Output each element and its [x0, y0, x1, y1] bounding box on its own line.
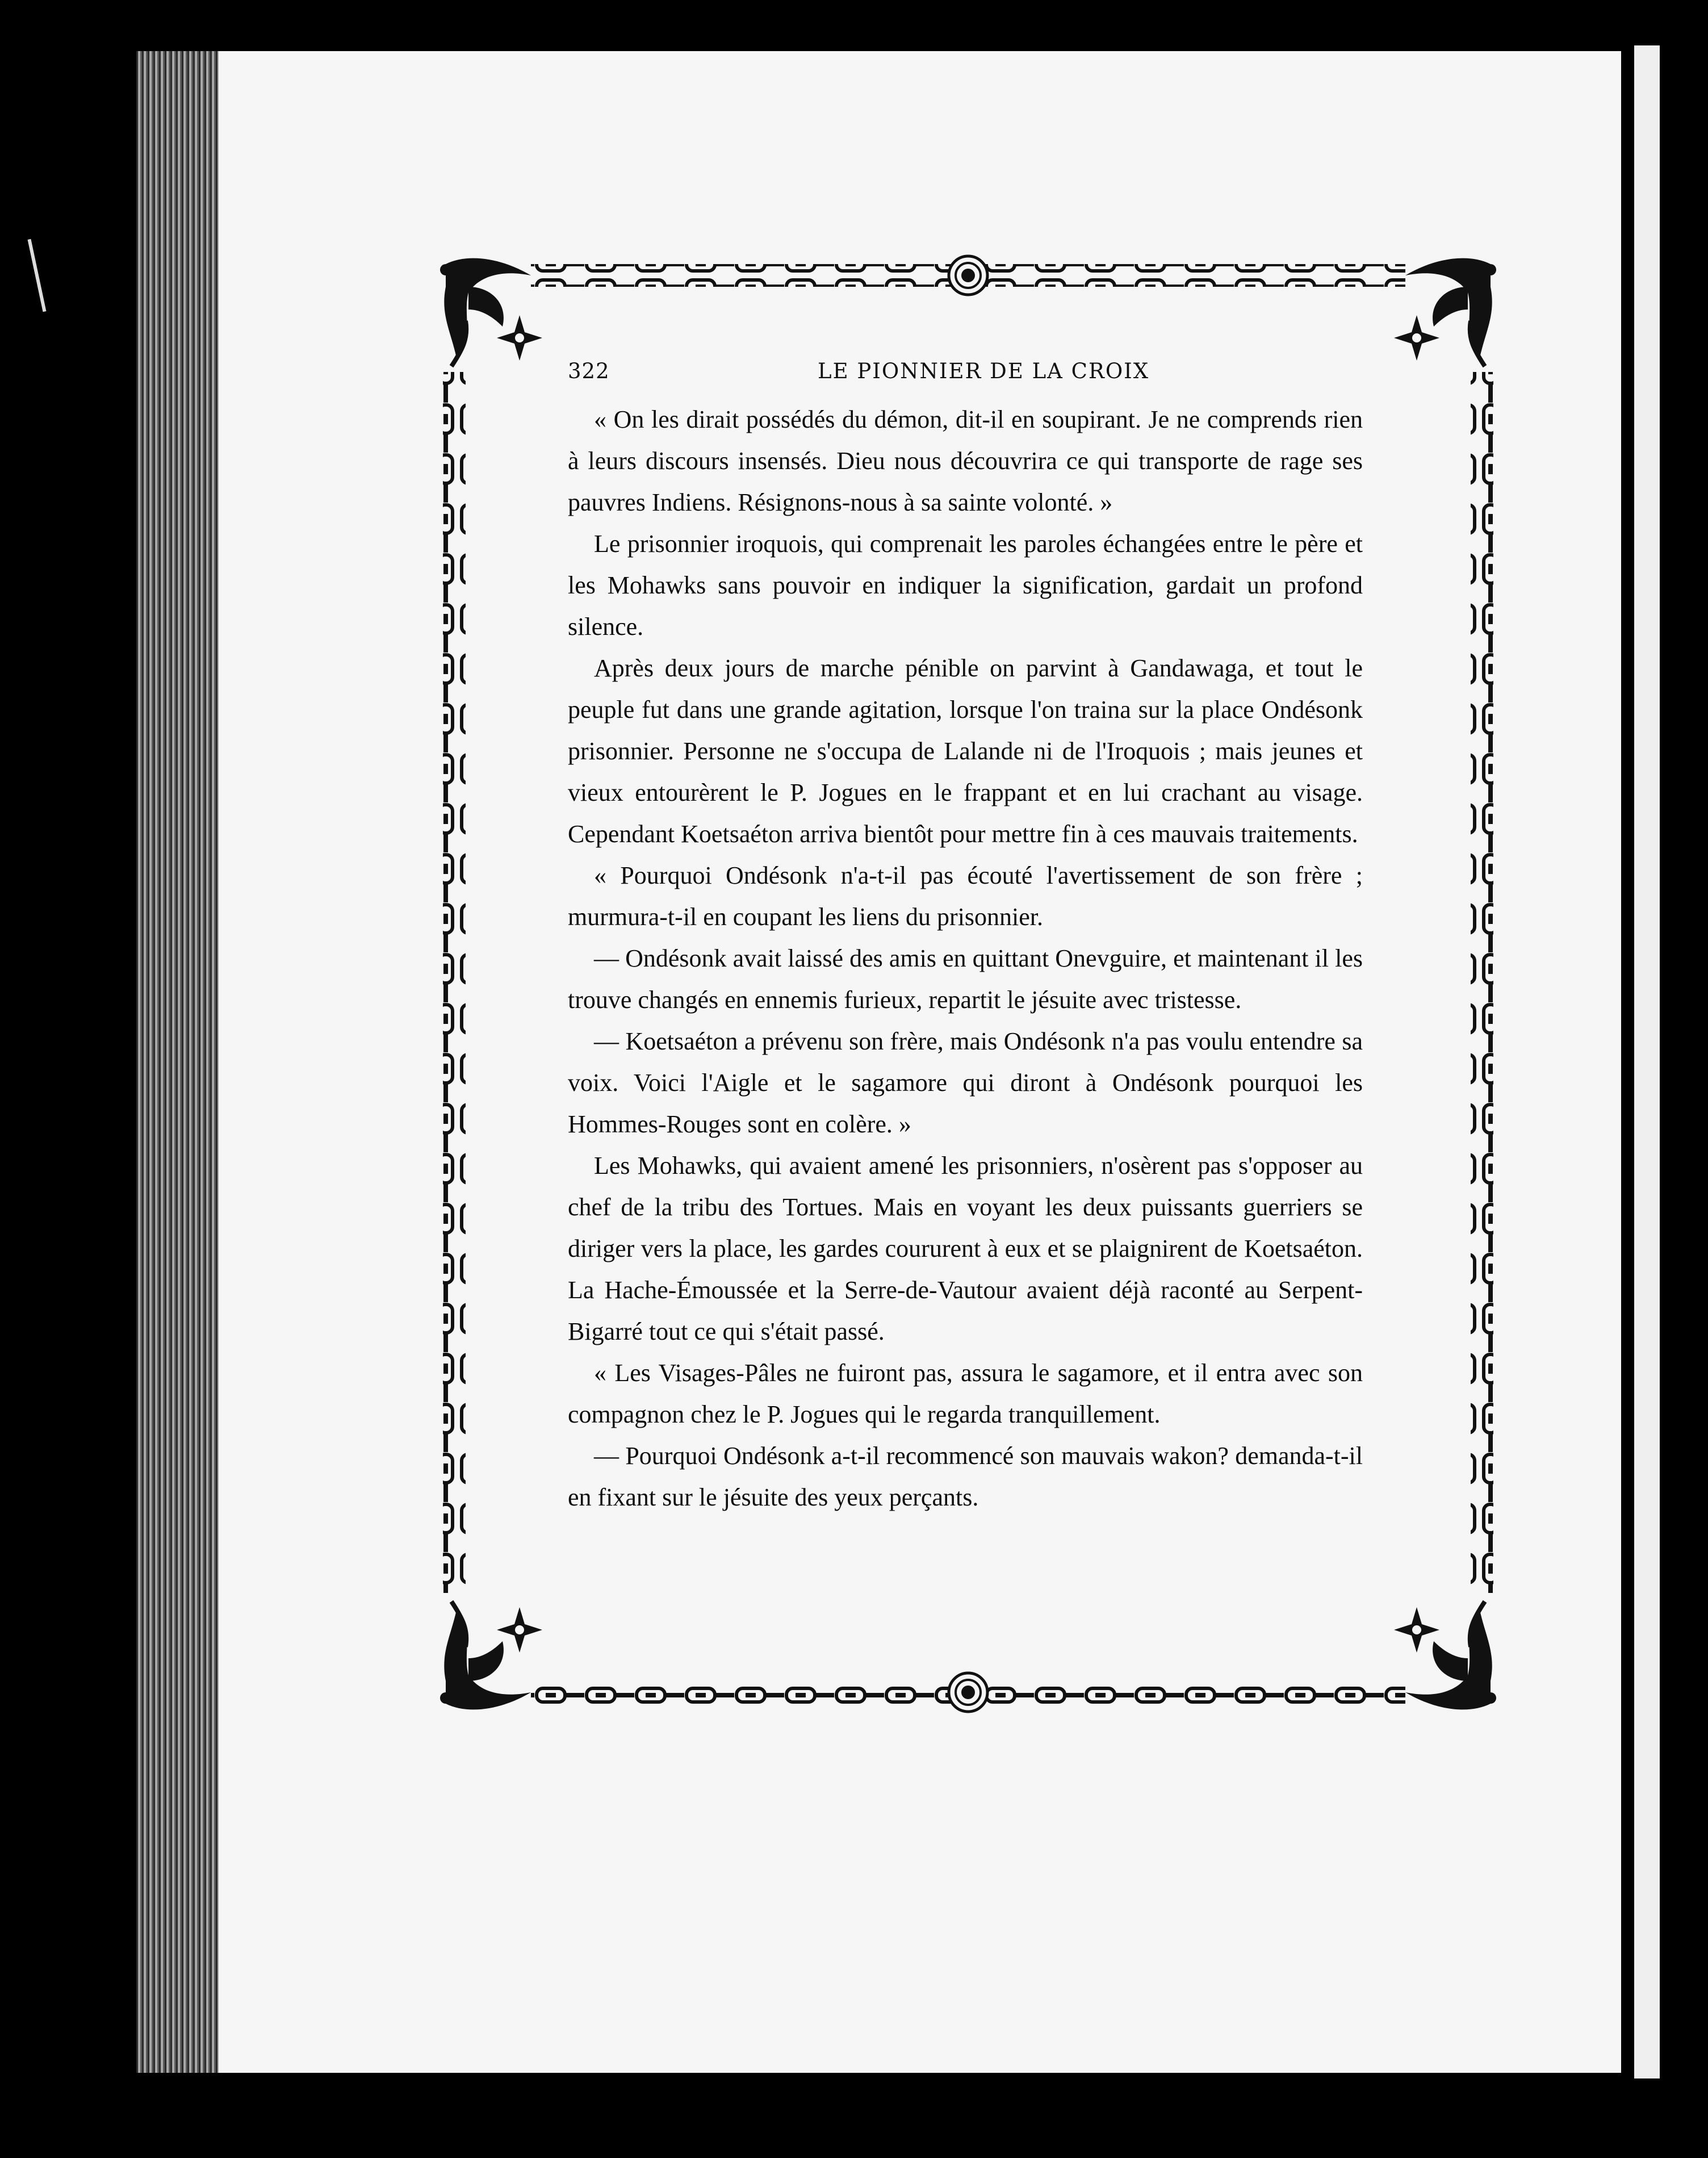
body-text [568, 399, 1363, 1518]
paragraph: — Ondésonk avait laissé des amis en quittant Onevguire, et maintenant il les trouve changés en ennemis furieux, repartit le jésuite avec tristesse. [568, 944, 1363, 1014]
paragraph: « Les Visages-Pâles ne fuiront pas, assura le sagamore, et il entra avec son compagnon chez le P. Jogues qui le regarda tranquillement. [568, 1359, 1363, 1428]
page-edges [136, 51, 221, 2073]
corner-ornament-top-right [1394, 258, 1496, 366]
paragraph: « Pourquoi Ondésonk n'a-t-il pas écouté l'avertissement de son frère ; murmura-t-il en coupant les liens du prisonnier. [568, 861, 1363, 931]
page-header [568, 359, 1363, 393]
paragraph: « On les dirait possédés du démon, dit-il en soupirant. Je ne comprends rien à leurs discours insensés. Dieu nous découvrira ce qui transporte de rage ses pauvres Indiens. Résignons-nous à sa sainte volonté. » [568, 405, 1363, 516]
paragraph: Les Mohawks, qui avaient amené les prisonniers, n'osèrent pas s'opposer au chef de la tribu des Tortues. Mais en voyant les deux puissants guerriers se diriger vers la place, les gardes coururent à eux et se plaignirent de Koetsaéton. La Hache-Émoussée et la Serre-de-Vautour avaient déjà raconté au Serpent-Bigarré tout ce qui s'était passé. [568, 1152, 1363, 1345]
corner-ornament-bottom-right [1394, 1601, 1496, 1709]
left-chain [443, 372, 466, 1593]
page-number: 322 [568, 359, 610, 383]
paragraph: — Koetsaéton a prévenu son frère, mais Ondésonk n'a pas voulu entendre sa voix. Voici l'Aigle et le sagamore qui diront à Ondésonk pourquoi les Hommes-Rouges sont en colère. » [568, 1027, 1363, 1138]
bookmark-ribbon [28, 239, 47, 312]
corner-ornament-top-left [440, 258, 542, 366]
paragraph: Après deux jours de marche pénible on parvint à Gandawaga, et tout le peuple fut dans une grande agitation, lorsque l'on traina sur la place Ondésonk prisonnier. Personne ne s'occupa de Lalande ni de l'Iroquois ; mais jeunes et vieux entourèrent le P. Jogues en le frappant et en lui crachant au visage. Cependant Koetsaéton arriva bientôt pour mettre fin à ces mauvais traitements. [568, 654, 1363, 848]
paragraph: Le prisonnier iroquois, qui comprenait les paroles échangées entre le père et les Mohawks sans pouvoir en indiquer la signification, gardait un profond silence. [568, 530, 1363, 641]
running-title: LE PIONNIER DE LA CROIX [818, 359, 1150, 383]
right-chain [1471, 372, 1493, 1593]
facing-page-edge [1630, 45, 1660, 2078]
top-rosette [949, 256, 987, 295]
corner-ornament-bottom-left [440, 1601, 542, 1709]
bottom-rosette [949, 1673, 987, 1712]
paragraph: — Pourquoi Ondésonk a-t-il recommencé son mauvais wakon? demanda-t-il en fixant sur le jésuite des yeux perçants. [568, 1442, 1363, 1511]
